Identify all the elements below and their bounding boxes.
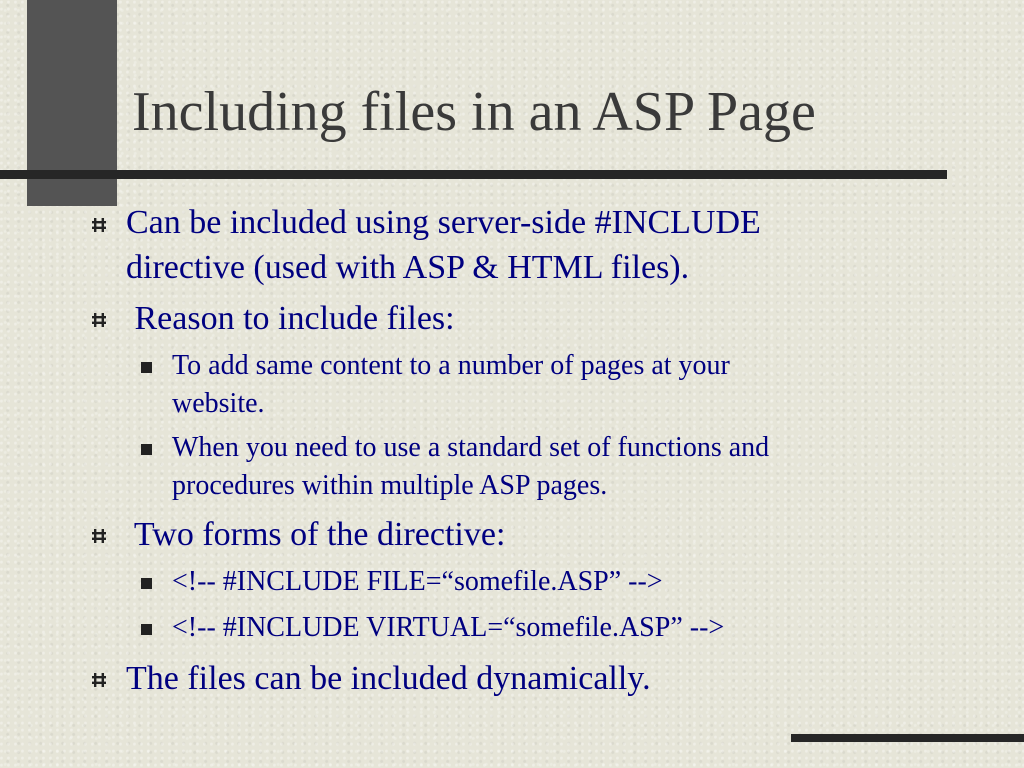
sub-bullet-2-2-line-1: When you need to use a standard set of functions and bbox=[172, 432, 770, 463]
hash-bullet-icon bbox=[91, 217, 107, 233]
bullet-1-line-2: directive (used with ASP & HTML files). bbox=[126, 249, 690, 286]
sub-bullet-2-1-line-2: website. bbox=[172, 388, 265, 419]
hash-bullet-icon bbox=[91, 528, 107, 544]
hash-bullet-icon bbox=[91, 312, 107, 328]
bullet-3-line-1: Two forms of the directive: bbox=[126, 516, 506, 553]
hash-bullet-icon bbox=[91, 672, 107, 688]
sub-bullet-3-1-line-1: <!-- #INCLUDE FILE=“somefile.ASP” --> bbox=[172, 566, 663, 597]
bullet-2-line-1: Reason to include files: bbox=[126, 300, 455, 337]
square-bullet-icon bbox=[141, 624, 152, 635]
bullet-1-line-1: Can be included using server-side #INCLUDE bbox=[126, 204, 761, 241]
slide-title: Including files in an ASP Page bbox=[132, 81, 816, 143]
sub-bullet-2-1-line-1: To add same content to a number of pages at your bbox=[172, 350, 730, 381]
sub-bullet-2-2-line-2: procedures within multiple ASP pages. bbox=[172, 470, 608, 501]
sub-bullet-3-2-line-1: <!-- #INCLUDE VIRTUAL=“somefile.ASP” --> bbox=[172, 612, 725, 643]
square-bullet-icon bbox=[141, 362, 152, 373]
square-bullet-icon bbox=[141, 578, 152, 589]
square-bullet-icon bbox=[141, 444, 152, 455]
bullet-4-line-1: The files can be included dynamically. bbox=[126, 660, 651, 697]
